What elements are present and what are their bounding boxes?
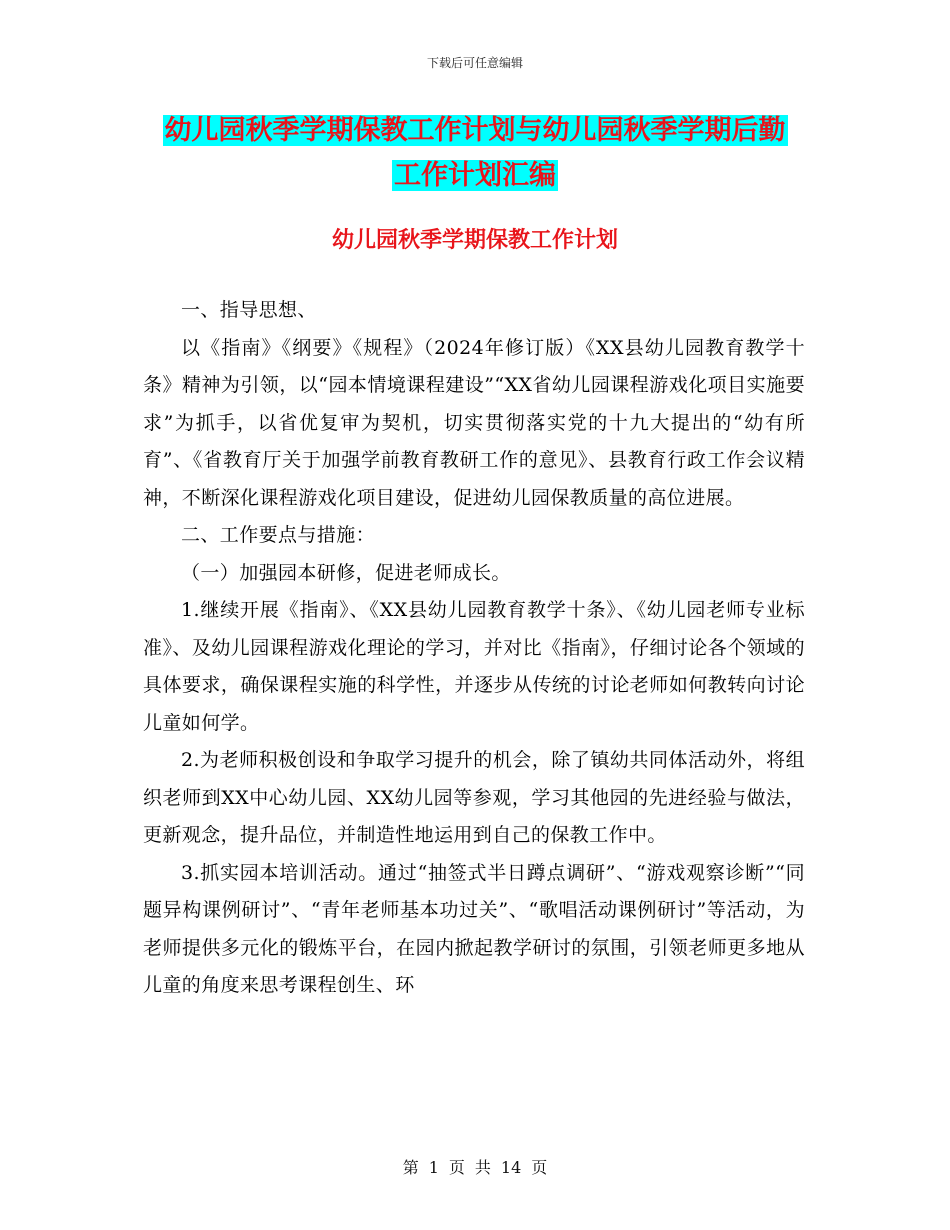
paragraph-subheading: （一）加强园本研修，促进老师成长。: [181, 561, 511, 584]
footer-text: 页: [531, 1158, 548, 1177]
document-main-title: [150, 108, 800, 198]
paragraph: 1.继续开展《指南》、《XX县幼儿园教育教学十条》、《幼儿园老师专业标准》、及幼儿园课程游戏化理论的学习，并对比《指南》，仔细讨论各个领域的具体要求，确保课程实施的科学性，并逐步从传统的讨论老师如何教转向讨论儿童如何学。: [143, 599, 805, 734]
paragraph-heading-1: 一、指导思想、: [181, 299, 317, 321]
page-header: 下载后可任意编辑: [426, 56, 523, 70]
document-body: [143, 292, 805, 1005]
footer-text: 第: [402, 1158, 419, 1177]
paragraph-heading-2: 二、工作要点与措施：: [181, 524, 376, 546]
current-page-number: 1: [428, 1158, 439, 1177]
footer-text: 共: [474, 1158, 491, 1177]
section-title: 幼儿园秋季学期保教工作计划: [331, 227, 618, 253]
paragraph: 以《指南》《纲要》《规程》（2024年修订版）《XX县幼儿园教育教学十条》精神为引领，以“园本情境课程建设”“XX省幼儿园课程游戏化项目实施要求”为抓手，以省优复审为契机，切实贯彻落实党的十九大提出的“幼有所育”、《省教育厅关于加强学前教育教研工作的意见》、县教育行政工作会议精神，不断深化课程游戏化项目建设，促进幼儿园保教质量的高位进展。: [143, 336, 805, 509]
main-title-line-2: 工作计划汇编: [394, 160, 556, 191]
main-title-line-1: 幼儿园秋季学期保教工作计划与幼儿园秋季学期后勤: [164, 115, 786, 146]
total-pages-number: 14: [500, 1158, 522, 1177]
page-footer: [0, 1155, 950, 1178]
footer-text: 页: [448, 1158, 465, 1177]
paragraph: 2.为老师积极创设和争取学习提升的机会，除了镇幼共同体活动外，将组织老师到XX中心幼儿园、XX幼儿园等参观，学习其他园的先进经验与做法，更新观念，提升品位，并制造性地运用到自己的保教工作中。: [143, 749, 805, 846]
paragraph: 3.抓实园本培训活动。通过“抽签式半日蹲点调研”、“游戏观察诊断”“同题异构课例研讨”、“青年老师基本功过关”、“歌唱活动课例研讨”等活动，为老师提供多元化的锻炼平台，在园内掀起教学研讨的氛围，引领老师更多地从儿童的角度来思考课程创生、环: [143, 861, 805, 996]
